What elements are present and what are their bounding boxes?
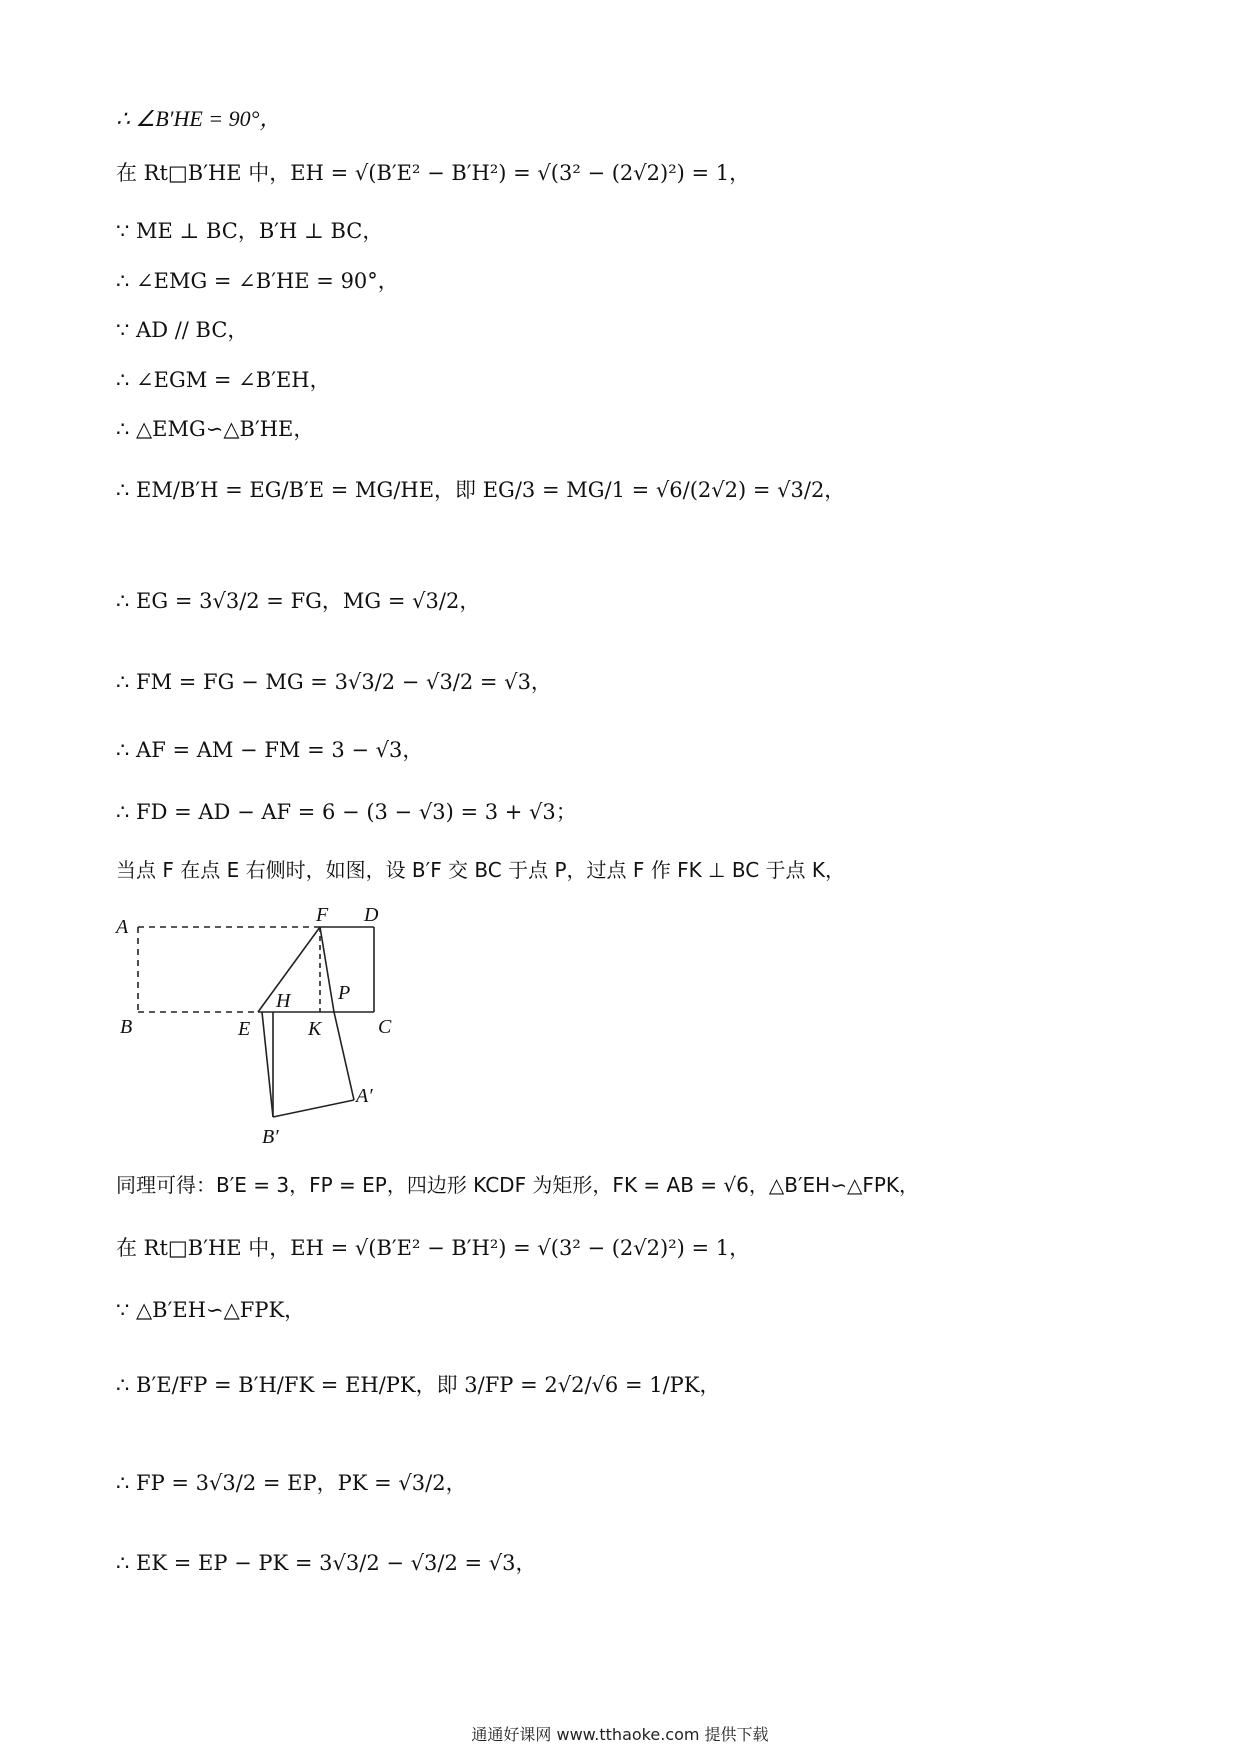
text-line-9 xyxy=(116,586,480,616)
segment-p-a-prime xyxy=(334,1012,354,1100)
label-f: F xyxy=(316,904,329,926)
angle-equality: ∴ ∠EMG = ∠B′HE = 90°， xyxy=(116,269,399,293)
label-a: A xyxy=(116,916,129,938)
text-line-18 xyxy=(116,1468,467,1498)
analogous-result: 同理可得：B′E = 3，FP = EP，四边形 KCDF 为矩形，FK = AB = √6，△B′EH∽△FPK， xyxy=(116,1173,920,1197)
similar-triangles: ∴ △EMG∽△B′HE， xyxy=(116,417,315,441)
text-line-6 xyxy=(116,365,331,395)
label-b: B xyxy=(120,1016,133,1038)
text-line-14 xyxy=(116,1170,919,1200)
label-k: K xyxy=(308,1018,322,1040)
label-b-prime: B′ xyxy=(262,1126,279,1148)
text-line-7 xyxy=(116,414,314,444)
similar-triangles-2: ∵ △B′EH∽△FPK， xyxy=(116,1298,306,1322)
eh-computation-2: 在 Rt□B′HE 中，EH = √(B′E² − B′H²) = √(3² − (2√2)²) = 1， xyxy=(116,1236,751,1260)
label-c: C xyxy=(378,1016,392,1038)
text-line-3 xyxy=(116,216,383,246)
text-line-16 xyxy=(116,1295,305,1325)
label-e: E xyxy=(238,1018,251,1040)
ratio-equation-2: ∴ B′E/FP = B′H/FK = EH/PK，即 3/FP = 2√2/√6 = 1/PK， xyxy=(116,1373,721,1397)
label-d: D xyxy=(364,904,379,926)
text-line-15 xyxy=(116,1233,750,1263)
label-p: P xyxy=(338,982,351,1004)
text-line-12 xyxy=(116,797,577,827)
text-line-11 xyxy=(116,735,423,765)
text-line-13 xyxy=(116,855,845,885)
text-line-5 xyxy=(116,315,248,345)
text-line-2 xyxy=(116,158,750,188)
geometry-figure xyxy=(110,895,410,1155)
case-description: 当点 F 在点 E 右侧时，如图，设 B′F 交 BC 于点 P，过点 F 作 FK ⊥ BC 于点 K， xyxy=(116,858,846,882)
segment-fp xyxy=(320,927,334,1012)
af-value: ∴ AF = AM − FM = 3 − √3， xyxy=(116,738,424,762)
text-line-17 xyxy=(116,1370,721,1400)
text-line-19 xyxy=(116,1548,537,1578)
fd-value: ∴ FD = AD − AF = 6 − (3 − √3) = 3 + √3； xyxy=(116,800,577,824)
text-line-4 xyxy=(116,266,399,296)
eh-computation: 在 Rt□B′HE 中，EH = √(B′E² − B′H²) = √(3² − (2√2)²) = 1， xyxy=(116,161,751,185)
text-line-8 xyxy=(116,475,845,505)
text-line-10 xyxy=(116,667,552,697)
perpendicular-statement: ∵ ME ⊥ BC，B′H ⊥ BC， xyxy=(116,219,384,243)
page-footer: 通通好课网 www.tthaoke.com 提供下载 xyxy=(471,1725,769,1744)
ek-value: ∴ EK = EP − PK = 3√3/2 − √3/2 = √3， xyxy=(116,1551,537,1575)
parallel-statement: ∵ AD // BC， xyxy=(116,318,249,342)
fp-pk-values: ∴ FP = 3√3/2 = EP，PK = √3/2， xyxy=(116,1471,467,1495)
fm-value: ∴ FM = FG − MG = 3√3/2 − √3/2 = √3， xyxy=(116,670,552,694)
segment-b-prime-a-prime xyxy=(273,1100,354,1117)
math-angle-bhe-90: ∴ ∠B′HE = 90°， xyxy=(116,106,282,131)
label-h: H xyxy=(276,990,291,1012)
text-line-1 xyxy=(116,104,281,134)
angle-egm: ∴ ∠EGM = ∠B′EH， xyxy=(116,368,331,392)
label-a-prime: A′ xyxy=(356,1085,373,1107)
eg-mg-values: ∴ EG = 3√3/2 = FG，MG = √3/2， xyxy=(116,589,481,613)
ratio-equation: ∴ EM/B′H = EG/B′E = MG/HE，即 EG/3 = MG/1 = √6/(2√2) = √3/2， xyxy=(116,478,846,502)
segment-eb-prime xyxy=(262,1012,273,1117)
